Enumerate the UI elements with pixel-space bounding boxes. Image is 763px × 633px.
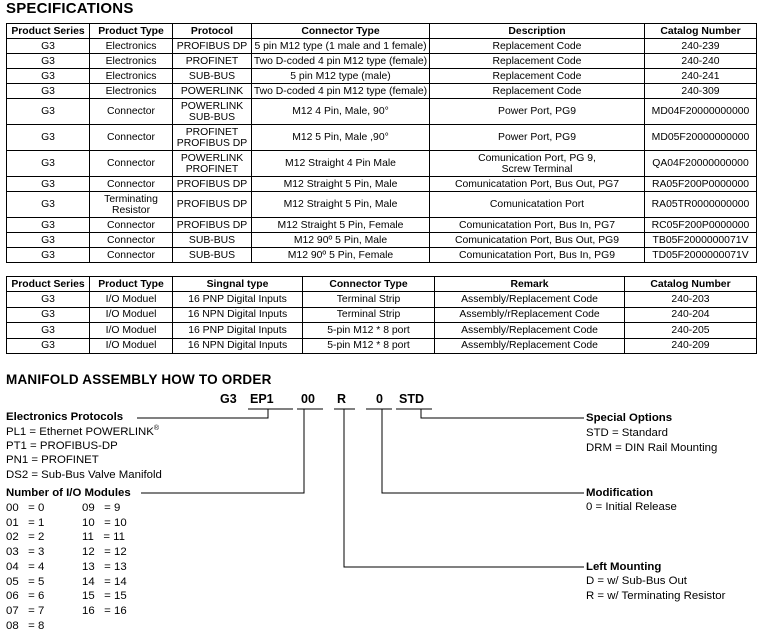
table-cell: QA04F20000000000 — [645, 151, 757, 177]
table-cell: 240-309 — [645, 84, 757, 99]
table-cell: Terminal Strip — [303, 307, 435, 323]
protocol-option: PL1 = Ethernet POWERLINK® — [6, 425, 159, 438]
table-cell: SUB-BUS — [173, 248, 252, 263]
left-mounting-option: D = w/ Sub-Bus Out — [586, 575, 687, 587]
special-option: STD = Standard — [586, 427, 668, 439]
table-cell: 5-pin M12 * 8 port — [303, 323, 435, 339]
table-cell: 16 NPN Digital Inputs — [173, 338, 303, 354]
column-header: Remark — [435, 277, 625, 292]
table-cell: Two D-coded 4 pin M12 type (female) — [252, 54, 430, 69]
table-cell: Connector — [90, 125, 173, 151]
table-cell: Comunicatation Port, Bus Out, PG9 — [430, 233, 645, 248]
io-modules-list-left: 00 = 0 01 = 1 02 = 2 03 = 3 04 = 4 05 = 5 06 = 6 07 = 7 08 = 8 — [6, 502, 45, 632]
registered-mark: ® — [153, 425, 159, 433]
io-modules-label: Number of I/O Modules — [6, 487, 131, 499]
table-cell: MD04F20000000000 — [645, 99, 757, 125]
table-cell: 240-241 — [645, 69, 757, 84]
special-options-label: Special Options — [586, 412, 673, 424]
table-cell: Power Port, PG9 — [430, 125, 645, 151]
left-mounting-label: Left Mounting — [586, 561, 662, 573]
table-cell: M12 5 Pin, Male ,90° — [252, 125, 430, 151]
table-cell: G3 — [7, 125, 90, 151]
table-cell: 16 NPN Digital Inputs — [173, 307, 303, 323]
table-cell: G3 — [7, 177, 90, 192]
table-cell: Electronics — [90, 39, 173, 54]
table-cell: G3 — [7, 338, 90, 354]
table-cell: SUB-BUS — [173, 233, 252, 248]
column-header: Connector Type — [252, 24, 430, 39]
table-cell: Electronics — [90, 84, 173, 99]
order-code-special-options: STD — [399, 392, 424, 406]
table-cell: G3 — [7, 248, 90, 263]
table-cell: Connector — [90, 99, 173, 125]
table-cell: G3 — [7, 54, 90, 69]
table-cell: Comunicatation Port, Bus Out, PG7 — [430, 177, 645, 192]
table-cell: 240-205 — [625, 323, 757, 339]
column-header: Catalog Number — [625, 277, 757, 292]
table-cell: M12 Straight 5 Pin, Female — [252, 218, 430, 233]
table-cell: Connector — [90, 248, 173, 263]
table-cell: G3 — [7, 84, 90, 99]
table-cell: G3 — [7, 218, 90, 233]
electronics-protocols-label: Electronics Protocols — [6, 411, 124, 423]
table-cell: Connector — [90, 218, 173, 233]
protocol-option: PT1 = PROFIBUS-DP — [6, 440, 118, 452]
table-cell: PROFIBUS DP — [173, 218, 252, 233]
column-header: Product Type — [90, 277, 173, 292]
table-cell: G3 — [7, 323, 90, 339]
table-cell: 5 pin M12 type (male) — [252, 69, 430, 84]
table-cell: G3 — [7, 307, 90, 323]
table-cell: POWERLINK SUB-BUS — [173, 99, 252, 125]
table-cell: SUB-BUS — [173, 69, 252, 84]
table-cell: G3 — [7, 292, 90, 308]
table-cell: TD05F2000000071V — [645, 248, 757, 263]
table-cell: Comunicatation Port — [430, 192, 645, 218]
table-cell: Comunicatation Port, Bus In, PG7 — [430, 218, 645, 233]
table-cell: PROFINET PROFIBUS DP — [173, 125, 252, 151]
table-cell: POWERLINK — [173, 84, 252, 99]
io-modules-list-right: 09 = 9 10 = 10 11 = 11 12 = 12 13 = 13 14 = 14 15 = 15 16 = 16 — [82, 502, 127, 617]
protocol-option: PN1 = PROFINET — [6, 454, 99, 466]
column-header: Description — [430, 24, 645, 39]
table-cell: RA05TR0000000000 — [645, 192, 757, 218]
table-cell: 240-204 — [625, 307, 757, 323]
order-code-io-modules: 00 — [301, 392, 315, 406]
table-cell: 16 PNP Digital Inputs — [173, 323, 303, 339]
table-cell: RA05F200P0000000 — [645, 177, 757, 192]
table-cell: G3 — [7, 192, 90, 218]
table-cell: I/O Moduel — [90, 338, 173, 354]
table-cell: M12 Straight 4 Pin Male — [252, 151, 430, 177]
protocol-option: DS2 = Sub-Bus Valve Manifold — [6, 469, 162, 481]
special-option: DRM = DIN Rail Mounting — [586, 442, 718, 454]
table-cell: M12 4 Pin, Male, 90° — [252, 99, 430, 125]
table-cell: G3 — [7, 99, 90, 125]
specifications-heading: SPECIFICATIONS — [6, 0, 134, 17]
left-mounting-option: R = w/ Terminating Resistor — [586, 590, 726, 602]
table-cell: 240-209 — [625, 338, 757, 354]
table-cell: I/O Moduel — [90, 323, 173, 339]
table-cell: Replacement Code — [430, 69, 645, 84]
table-cell: Assembly/Replacement Code — [435, 338, 625, 354]
table-cell: G3 — [7, 69, 90, 84]
table-cell: Connector — [90, 151, 173, 177]
table-cell: Connector — [90, 233, 173, 248]
table-cell: PROFINET — [173, 54, 252, 69]
column-header: Singnal type — [173, 277, 303, 292]
table-cell: G3 — [7, 233, 90, 248]
table-cell: Replacement Code — [430, 84, 645, 99]
table-cell: Power Port, PG9 — [430, 99, 645, 125]
table-cell: Assembly/rReplacement Code — [435, 307, 625, 323]
table-cell: Connector — [90, 177, 173, 192]
column-header: Connector Type — [303, 277, 435, 292]
column-header: Product Type — [90, 24, 173, 39]
modification-option: 0 = Initial Release — [586, 501, 677, 513]
table-cell: Terminal Strip — [303, 292, 435, 308]
table-cell: PROFIBUS DP — [173, 177, 252, 192]
table-cell: Assembly/Replacement Code — [435, 292, 625, 308]
table-cell: I/O Moduel — [90, 307, 173, 323]
table-cell: I/O Moduel — [90, 292, 173, 308]
column-header: Catalog Number — [645, 24, 757, 39]
table-cell: G3 — [7, 39, 90, 54]
table-cell: 240-240 — [645, 54, 757, 69]
table-cell: Comunicatation Port, Bus In, PG9 — [430, 248, 645, 263]
table-cell: M12 90º 5 Pin, Male — [252, 233, 430, 248]
modification-label: Modification — [586, 487, 654, 499]
table-cell: TB05F2000000071V — [645, 233, 757, 248]
table-cell: 5-pin M12 * 8 port — [303, 338, 435, 354]
table-cell: 240-203 — [625, 292, 757, 308]
table-cell: Comunication Port, PG 9, Screw Terminal — [430, 151, 645, 177]
table-cell: PROFIBUS DP — [173, 192, 252, 218]
column-header: Product Series — [7, 277, 90, 292]
how-to-order-heading: MANIFOLD ASSEMBLY HOW TO ORDER — [6, 372, 272, 387]
table-cell: G3 — [7, 151, 90, 177]
column-header: Protocol — [173, 24, 252, 39]
table-cell: Electronics — [90, 69, 173, 84]
table-cell: Replacement Code — [430, 54, 645, 69]
table-cell: 240-239 — [645, 39, 757, 54]
table-cell: POWERLINK PROFINET — [173, 151, 252, 177]
table-cell: M12 Straight 5 Pin, Male — [252, 177, 430, 192]
order-code-series: G3 — [220, 392, 237, 406]
table-cell: M12 90º 5 Pin, Female — [252, 248, 430, 263]
order-code-modification: 0 — [376, 392, 383, 406]
table-cell: RC05F200P0000000 — [645, 218, 757, 233]
table-cell: 5 pin M12 type (1 male and 1 female) — [252, 39, 430, 54]
table-cell: MD05F20000000000 — [645, 125, 757, 151]
table-cell: 16 PNP Digital Inputs — [173, 292, 303, 308]
table-cell: Terminating Resistor — [90, 192, 173, 218]
table-cell: Electronics — [90, 54, 173, 69]
order-code-protocol: EP1 — [250, 392, 274, 406]
order-code-left-mounting: R — [337, 392, 347, 406]
table-cell: Assembly/Replacement Code — [435, 323, 625, 339]
table-cell: Two D-coded 4 pin M12 type (female) — [252, 84, 430, 99]
table-cell: Replacement Code — [430, 39, 645, 54]
column-header: Product Series — [7, 24, 90, 39]
table-cell: M12 Straight 5 Pin, Male — [252, 192, 430, 218]
table-cell: PROFIBUS DP — [173, 39, 252, 54]
